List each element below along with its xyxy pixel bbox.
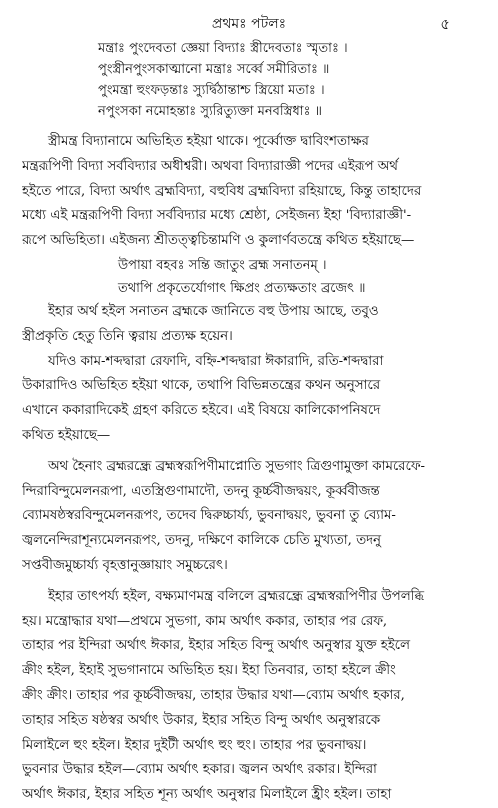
page-title: প্রথমঃ পটলঃ [211,16,287,32]
verse-line: মন্ত্রাঃ পুংদেবতা জ্ঞেয়া বিদ্যাঃ স্ত্রীদেবতাঃ স্মৃতাঃ । [98,41,348,56]
verse-block-2 [22,254,476,300]
text-line: স্ত্রীমন্ত্র বিদ্যানামে অভিহিত হইয়া থাকে। পূর্ব্বোক্ত দ্বাবিংশতাক্ষর [48,134,369,149]
text-line: উকারাদিও অভিহিত হইয়া থাকে, তথাপি বিভিন্নতন্ত্রের কথন অনুসারে [22,378,381,394]
text-line: ক্রীং ক্রীং। তাহার পর কূর্চ্চবীজদ্বয়, তাহার উদ্ধার যথা—ব্যোম অর্থাৎ হকার, [22,687,405,703]
paragraph-2 [22,300,476,350]
text-line: মিলাইলে হুং হইল। ইহার দুইটী অর্থাৎ হুং হুং। তাহার পর ভুবনাদ্বয়। [22,737,367,753]
text-line: ভুবনার উদ্ধার হইল—ব্যোম অর্থাৎ হকার। জ্বলন অর্থাৎ রকার। ইন্দিরা [22,762,377,778]
text-line: কথিত হইয়াছে— [22,427,111,443]
verse-line: উপায়া বহবঃ সন্তি জাতুং ব্রহ্ম সনাতনম্ । [118,257,327,273]
paragraph-5 [22,585,476,808]
text-line: হয়। মন্ত্রোদ্ধার যথা—প্রথমে সুভগা, কাম অর্থাৎ ককার, তাহার পর রেফ, [22,613,388,629]
text-line: ক্রীং হইল, ইহাই সুভগানামে অভিহিত হয়। ইহা তিনবার, তাহা হইলে ক্রীং [22,663,396,679]
text-line: হইতে পারে, বিদ্যা অর্থাৎ ব্রহ্মবিদ্যা, বহুবিধ ব্রহ্মবিদ্যা রহিয়াছে, কিন্তু তাহাদের [22,183,422,199]
text-line: তাহার সহিত ষষ্ঠস্বর অর্থাৎ উকার, ইহার সহিত বিন্দু অর্থাৎ অনুস্বারকে [22,712,381,728]
text-line: ইহার অর্থ হইল সনাতন ব্রহ্মকে জানিতে বহু উপায় আছে, তবুও [48,303,379,319]
page-number: ৫ [440,15,450,33]
text-line: জ্বলনেন্দিরাশূন্যমেলনরূপং, তদনু, দক্ষিণে কালিকে চেতি মুখ্যতা, তদনু [22,533,381,549]
verse-line: নপুংসকা নমোহন্তাঃ স্যুরিত্যুক্তা মনবস্ত্রিধাঃ ॥ [98,104,322,119]
text-line: ইহার তাৎপর্য্য হইল, বক্ষ্যমাণমন্ত্র বলিলে ব্রহ্মরন্ধ্রে ব্রহ্মস্বরূপিণীর উপলব্ধি [48,588,424,604]
text-line: অথ হৈনাং ব্রহ্মরন্ধ্রে ব্রহ্মস্বরূপিণীমাপ্নোতি সুভগাং ত্রিগুণামুক্তা কামরেফে- [48,458,426,474]
text-line: মন্ত্ররূপিণী বিদ্যা সর্ববিদ্যার অধীশ্বরী। অথবা বিদ্যারাজ্ঞী পদের এইরূপ অর্থ [22,158,398,174]
text-line: ব্যোমষষ্ঠস্বরবিন্দুমেলনরূপং, তদেব দ্বিরুচ্চার্য্য, ভুবনাদ্বয়ং, ভুবনা তু ব্যোম- [22,508,396,524]
text-line: ন্দিরাবিন্দুমেলনরূপা, এতস্ত্রিগুণামাদৌ, তদনু কূর্চ্চবীজদ্বয়ং, কূর্ব্ববীজন্ত [22,483,380,499]
paragraph-4 [22,455,476,579]
text-line: অর্থাৎ ঈকার, ইহার সহিত শূন্য অর্থাৎ অনুস্বার মিলাইলে হ্রীং হইল। তাহা [22,787,392,803]
verse-line: তথাপি প্রকৃতের্যোগাৎ ক্ষিপ্রং প্রত্যক্ষতাং ব্রজেৎ ॥ [118,280,366,296]
text-line: সপ্তবীজমুচ্চার্য্য বৃহত্তানুজ্ঞায়াং সমুচ্চরেৎ। [22,557,228,573]
paragraph-3 [22,350,476,449]
page-header [22,10,476,38]
text-line: স্ত্রীপ্রকৃতি হেতু তিনি ত্বরায় প্রত্যক্ষ হয়েন। [22,328,233,344]
text-line: এখানে ককারাদিকেই গ্রহণ করিতে হইবে। এই বিষয়ে কালিকোপনিষদে [22,403,381,419]
text-line: রূপে অভিহিতা। এইজন্য শ্রীতত্ত্বচিন্তামণি ও কুলার্ণবতন্ত্রে কথিত হইয়াছে— [22,233,415,249]
paragraph-1 [22,130,476,254]
verse-line: পুংমন্ত্রা হুংফড়ন্তাঃ স্যুর্দ্বিঠান্তাশ্চ স্ত্রিয়ো মতাঃ । [98,83,325,98]
verse-block-1 [22,38,476,122]
verse-line: পুংস্ত্রীনপুংসকাত্মানো মন্ত্রাঃ সর্ব্বে সমীরিতাঃ ॥ [98,62,330,77]
text-line: তাহার পর ইন্দিরা অর্থাৎ ঈকার, ইহার সহিত বিন্দু অর্থাৎ অনুস্বার যুক্ত হইলে [22,638,410,654]
text-line: যদিও কাম-শব্দদ্বারা রেফাদি, বহ্নি-শব্দদ্বারা ঈকারাদি, রতি-শব্দদ্বারা [48,353,384,369]
text-line: মধ্যে এই মন্ত্ররূপিণী বিদ্যা সর্ববিদ্যার মধ্যে শ্রেষ্ঠা, সেইজন্য ইহা 'বিদ্যারাজ্ঞী'- [22,208,412,224]
